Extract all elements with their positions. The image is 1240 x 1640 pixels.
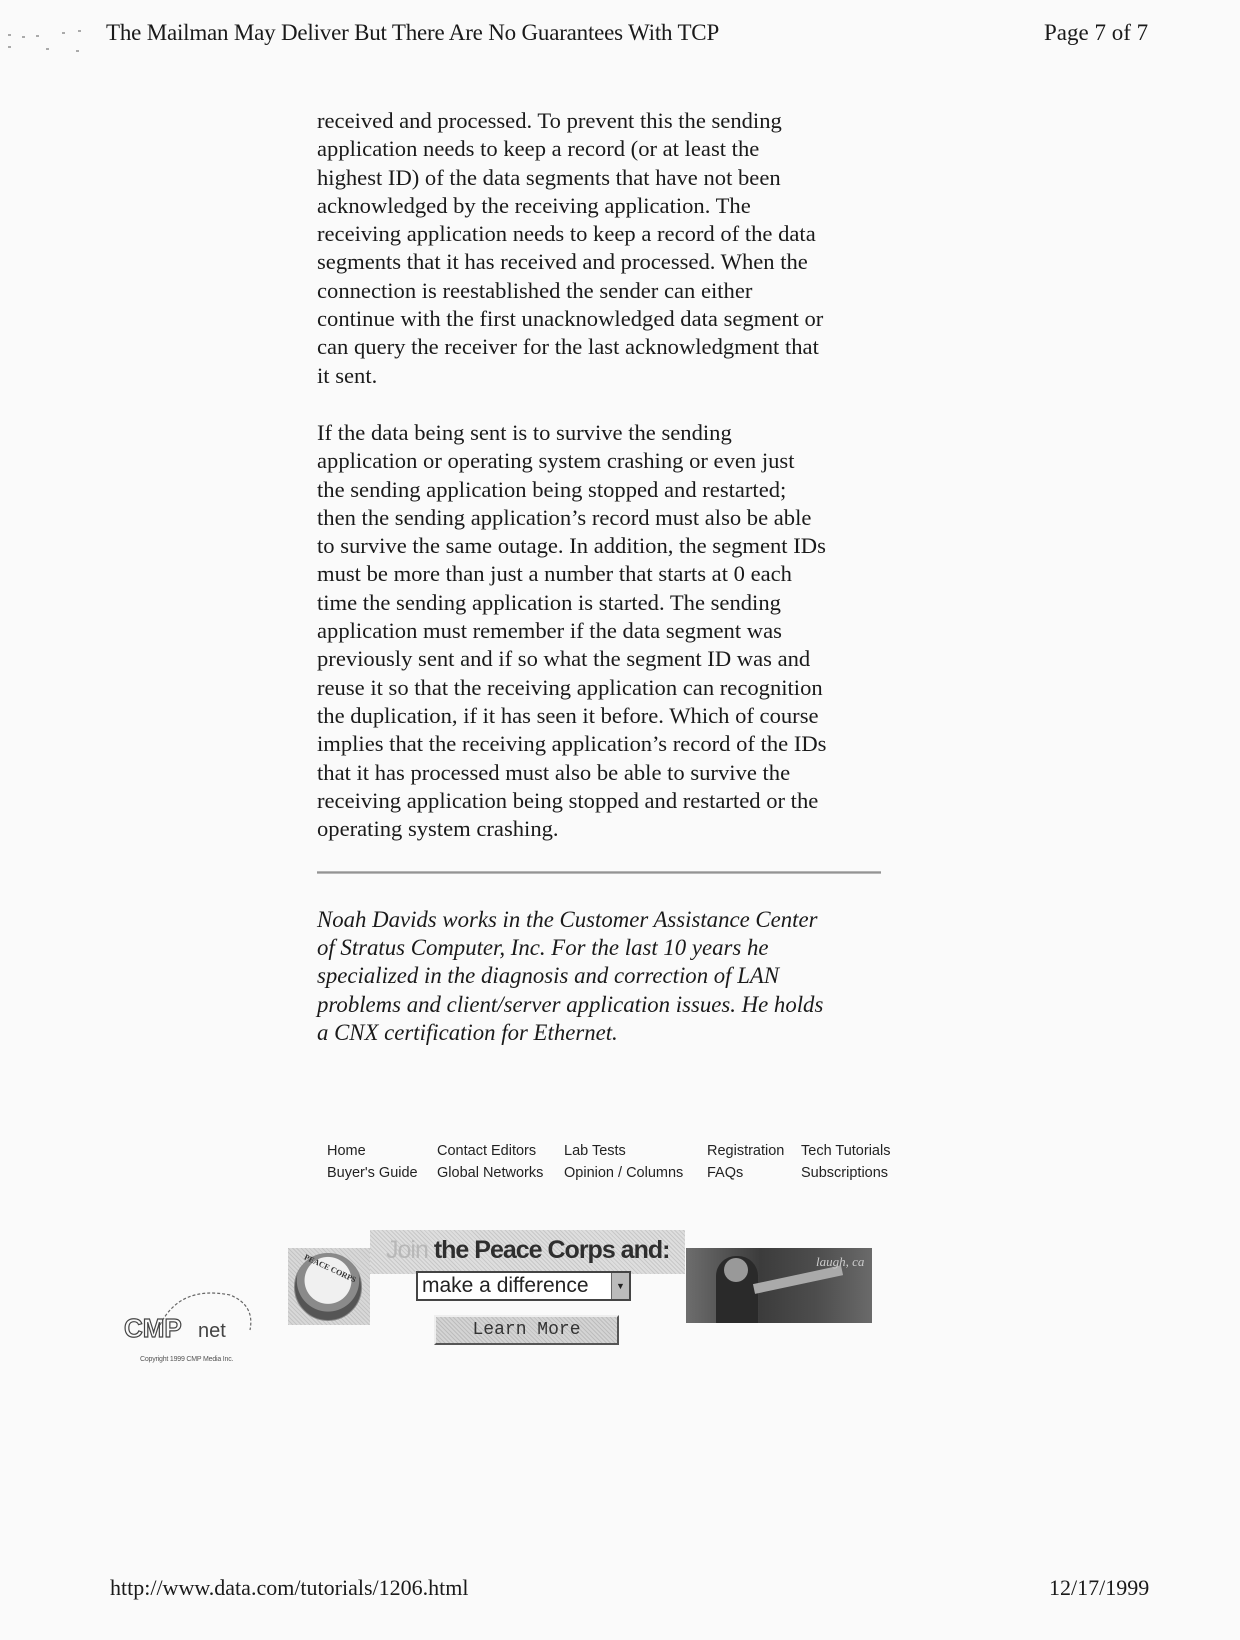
page-number: Page 7 of 7 — [1044, 20, 1149, 45]
bio-line: of Stratus Computer, Inc. For the last 10 years he — [317, 935, 769, 961]
nav-column — [564, 1140, 683, 1184]
text-line: application needs to keep a record (or at least the — [317, 136, 760, 162]
ad-headline-join: Join — [386, 1236, 428, 1264]
text-line: reuse it so that the receiving application can recognition — [317, 674, 823, 700]
bio-line: specialized in the diagnosis and correction of LAN — [317, 963, 780, 989]
text-line: receiving application being stopped and restarted or the — [317, 787, 819, 813]
text-line: the sending application being stopped and restarted; — [317, 476, 787, 502]
nav-link-home[interactable]: Home — [327, 1143, 366, 1159]
text-line: must be more than just a number that starts at 0 each — [317, 561, 792, 587]
text-line: received and processed. To prevent this the sending — [317, 108, 782, 133]
text-line: implies that the receiving application’s record of the IDs — [317, 731, 827, 757]
text-line: continue with the first unacknowledged data segment or — [317, 306, 824, 332]
text-line: previously sent and if so what the segment ID was and — [317, 646, 811, 672]
text-line: receiving application needs to keep a record of the data — [317, 221, 816, 247]
chevron-down-icon[interactable]: ▼ — [611, 1273, 629, 1299]
text-line: then the sending application’s record must also be able — [317, 504, 812, 530]
text-line: that it has processed must also be able to survive the — [317, 759, 791, 785]
text-line: application must remember if the data segment was — [317, 618, 782, 644]
logo-copyright: Copyright 1999 CMP Media Inc. — [140, 1356, 234, 1363]
ad-teacher-photo — [686, 1248, 872, 1323]
nav-column — [801, 1140, 890, 1184]
text-line: If the data being sent is to survive the sending — [317, 420, 732, 445]
nav-column — [327, 1140, 418, 1184]
nav-link-contact-editors[interactable]: Contact Editors — [437, 1143, 537, 1159]
text-line: can query the receiver for the last acknowledgment that — [317, 334, 819, 360]
ad-dropdown[interactable] — [416, 1271, 631, 1301]
scan-artifacts — [6, 30, 86, 54]
footer-date: 12/17/1999 — [1049, 1575, 1150, 1600]
peace-corps-ad-banner[interactable] — [288, 1230, 873, 1340]
nav-column — [707, 1140, 784, 1184]
nav-link-faqs[interactable]: FAQs — [707, 1165, 744, 1181]
nav-column — [437, 1140, 543, 1184]
bio-line: Noah Davids works in the Customer Assistance Center — [317, 907, 818, 932]
article-paragraph-1 — [317, 107, 897, 390]
footer-url: http://www.data.com/tutorials/1206.html — [110, 1575, 469, 1600]
logo-text: CMP — [124, 1313, 182, 1343]
horizontal-rule — [317, 871, 881, 874]
logo-suffix: net — [198, 1320, 226, 1342]
nav-link-registration[interactable]: Registration — [707, 1143, 785, 1159]
text-line: to survive the same outage. In addition, the segment IDs — [317, 533, 826, 559]
text-line: acknowledged by the receiving application. The — [317, 192, 751, 218]
chalkboard-text: laugh, ca — [816, 1254, 865, 1269]
text-line: operating system crashing. — [317, 816, 559, 842]
nav-link-buyers-guide[interactable]: Buyer's Guide — [327, 1165, 418, 1181]
ad-headline — [386, 1236, 669, 1265]
bio-line: problems and client/server application issues. He holds — [317, 991, 824, 1017]
seal-text: PEACE CORPS — [302, 1252, 358, 1285]
nav-link-lab-tests[interactable]: Lab Tests — [564, 1143, 626, 1159]
text-line: time the sending application is started. The sending — [317, 589, 781, 615]
text-line: the duplication, if it has seen it before. Which of course — [317, 702, 819, 728]
ad-headline-rest: the Peace Corps and: — [427, 1236, 670, 1264]
article-paragraph-2 — [317, 419, 897, 843]
nav-link-subscriptions[interactable]: Subscriptions — [801, 1165, 889, 1181]
text-line: highest ID) of the data segments that have not been — [317, 164, 781, 190]
photo-face — [724, 1258, 748, 1282]
text-line: connection is reestablished the sender can either — [317, 277, 753, 303]
cmpnet-logo[interactable] — [120, 1285, 270, 1355]
text-line: segments that it has received and processed. When the — [317, 249, 808, 275]
author-bio — [317, 906, 897, 1047]
page-header-title: The Mailman May Deliver But There Are No Guarantees With TCP — [106, 20, 720, 45]
nav-link-tech-tutorials[interactable]: Tech Tutorials — [801, 1143, 891, 1159]
text-line: application or operating system crashing or even just — [317, 448, 795, 474]
bio-line: a CNX certification for Ethernet. — [317, 1019, 618, 1045]
nav-link-global-networks[interactable]: Global Networks — [437, 1165, 544, 1181]
nav-link-opinion-columns[interactable]: Opinion / Columns — [564, 1165, 684, 1181]
learn-more-button[interactable]: Learn More — [434, 1315, 619, 1345]
text-line: it sent. — [317, 362, 378, 388]
peace-corps-seal — [288, 1248, 370, 1325]
ad-dropdown-value: make a difference — [422, 1274, 589, 1297]
